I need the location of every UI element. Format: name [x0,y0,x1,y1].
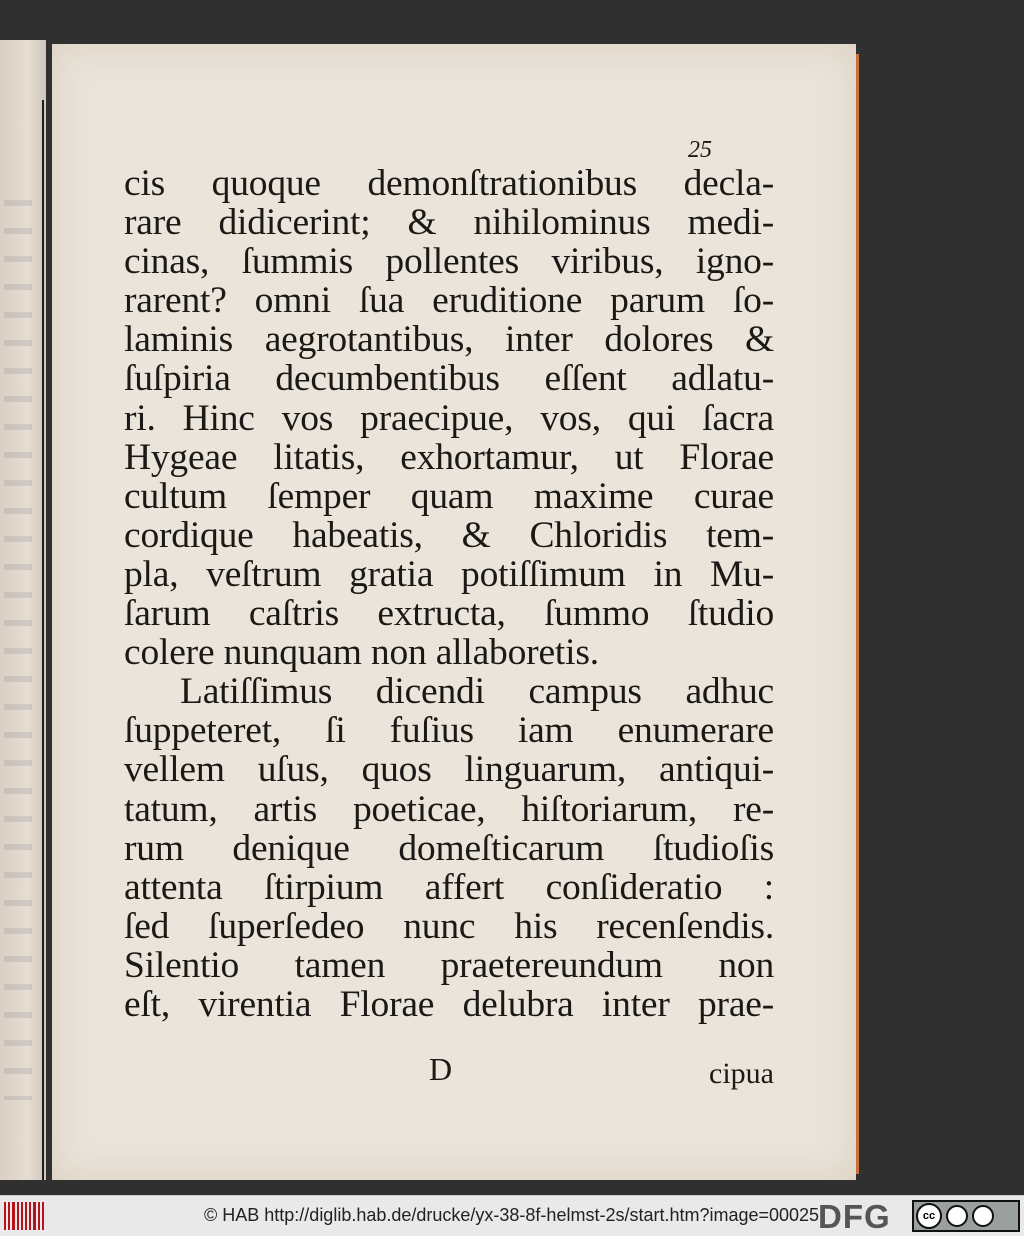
book-page [52,44,856,1180]
text-line: Silentio tamen praetereundum non [124,944,774,986]
text-line: vellem uſus, quos linguarum, antiqui- [124,749,774,791]
source-url[interactable]: © HAB http://diglib.hab.de/drucke/yx-38-8f-helmst-2s/start.htm?image=00025 [204,1205,820,1225]
text-line: attenta ſtirpium affert conſideratio : [124,866,774,908]
viewer-footer [0,1195,1024,1236]
text-line: cis quoque demonſtrationibus decla- [124,163,774,204]
catchword: cipua [709,1057,774,1090]
signature-line [124,1051,774,1091]
text-line: tatum, artis poeticae, hiſtoriarum, re- [124,788,774,830]
page-number: 25 [688,137,712,163]
text-line: cinas, ſummis pollentes viribus, igno- [124,241,774,283]
by-attribution-icon [946,1205,968,1227]
text-line: ſed ſuperſedeo nunc his recenſendis. [124,905,774,947]
cc-license-badge[interactable] [912,1200,1020,1232]
text-line: rum denique domeſticarum ſtudioſis [124,827,774,869]
text-line: rarent? omni ſua eruditione parum ſo- [124,280,774,322]
text-line: ſarum caſtris extructa, ſummo ſtudio [124,593,774,635]
text-line: cultum ſemper quam maxime curae [124,475,774,517]
text-line: rare didicerint; & nihilominus medi- [124,202,774,244]
cc-icon: cc [916,1203,942,1229]
show-through-text [4,200,32,1100]
text-line: ſuſpiria decumbentibus eſſent adlatu- [124,358,774,400]
paragraph-end-line: colere nunquam non allaboretis. [124,632,599,674]
text-line: pla, veſtrum gratia potiſſimum in Mu- [124,553,774,595]
body-text [124,164,774,1024]
text-line: ri. Hinc vos praecipue, vos, qui ſacra [124,397,774,439]
paragraph-start-line: Latiſſimus dicendi campus adhuc [180,671,774,713]
signature-mark: D [429,1051,453,1087]
hab-logo-icon[interactable] [4,1202,44,1230]
text-line: Hygeae litatis, exhortamur, ut Florae [124,436,774,478]
share-alike-icon [972,1205,994,1227]
text-line: ſuppeteret, ſi fuſius iam enumerare [124,710,774,752]
adjacent-page-edge [0,40,46,1180]
text-line: cordique habeatis, & Chloridis tem- [124,514,774,556]
text-line: eſt, virentia Florae delubra inter prae- [124,983,774,1025]
dfg-logo[interactable]: DFG [818,1198,891,1235]
gutter-rule [42,100,44,1180]
text-line: laminis aegrotantibus, inter dolores & [124,319,774,361]
